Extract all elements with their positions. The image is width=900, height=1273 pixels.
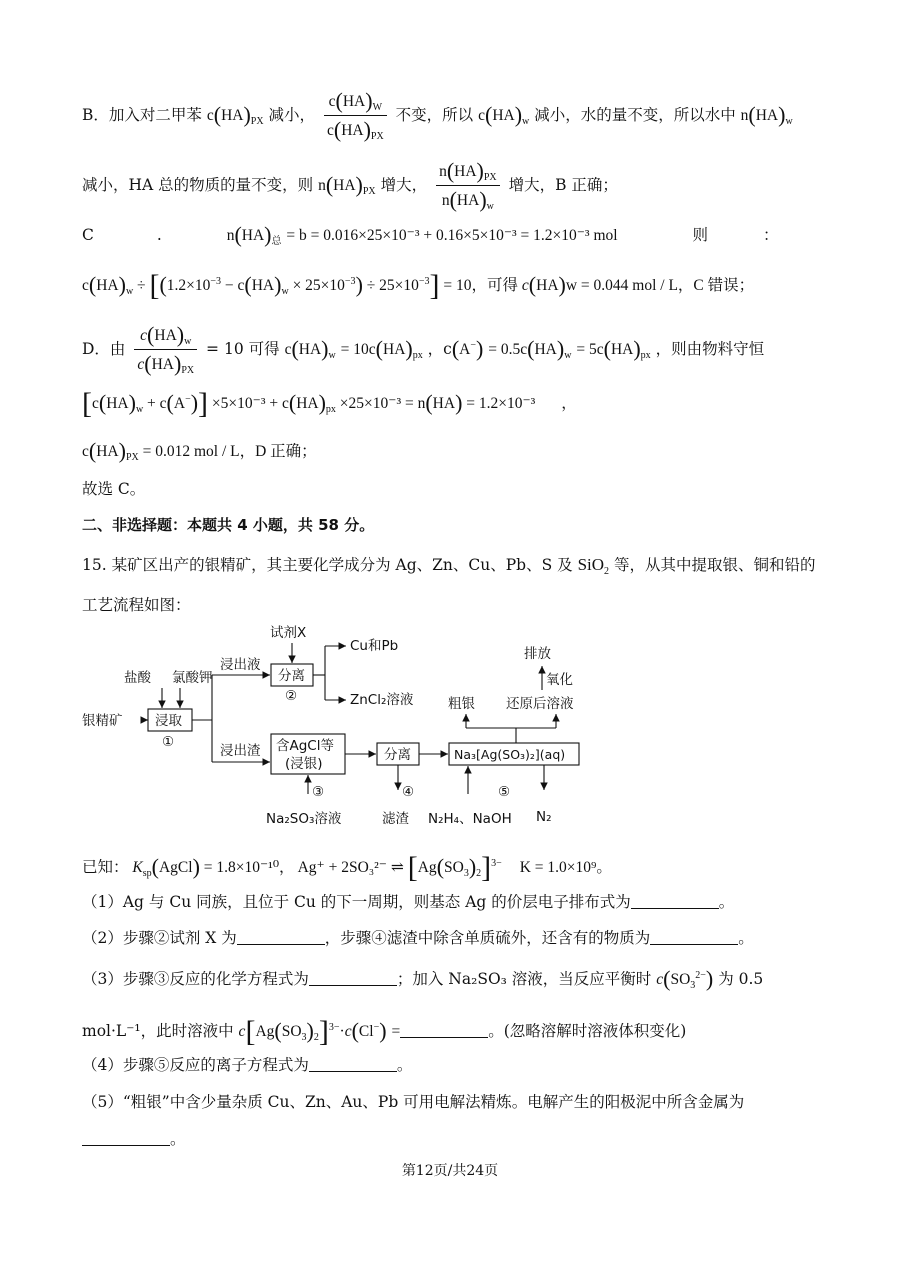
text-segment: ×25×10⁻³ = n <box>339 395 426 412</box>
formula: $c(HA)_w \div [(1.2\times 10^{-3} - c(HA)_w \times 25\times 10^{-3}) \div 25\times 10^{-3}]$ <box>82 269 440 302</box>
text-segment: ，则由物料守恒 <box>655 339 765 358</box>
text-segment: = 1.8×10⁻¹⁰， <box>203 859 295 876</box>
text-segment: 减小，HA 总的物质的量不变，则 <box>82 175 314 194</box>
formula: (A−) <box>451 335 484 361</box>
text-segment: w = 0.044 mol / L，C 错误； <box>565 277 755 294</box>
text-segment: C <box>82 226 94 244</box>
text-segment: B．加入对二甲苯 <box>82 105 202 124</box>
formula: $c(HA)_w$ <box>284 335 336 361</box>
text-segment: 减小， <box>268 105 316 124</box>
text-segment: = 10 可得 <box>206 339 280 358</box>
label-discharge: 排放 <box>524 646 551 662</box>
option-b-line1 <box>82 88 793 144</box>
formula: $n(HA)_w$ <box>740 101 793 127</box>
formula: $(HA)_{px}$ <box>375 335 423 361</box>
page-footer: 第12页/共24页 <box>401 1163 499 1179</box>
label-step-1: ① <box>162 734 175 750</box>
formula: c(HA) <box>521 272 566 297</box>
label-reagent-x: 试剂X <box>270 625 307 641</box>
text-segment: ， <box>561 395 577 412</box>
text-segment: = 0.012 mol / L，D 正确； <box>142 443 317 460</box>
label-step-5: ⑤ <box>498 784 511 800</box>
option-d-line1 <box>82 322 764 378</box>
label-ore: 银精矿 <box>82 713 123 729</box>
formula: $c(HA)_{PX}$ <box>82 438 139 463</box>
label-step-3: ③ <box>312 784 325 800</box>
option-b-line2 <box>82 158 618 214</box>
formula: $[c(HA)_w + c(A^-)]$ <box>82 387 209 420</box>
formula: (HA) <box>425 390 463 415</box>
section-heading: 二、非选择题：本题共 4 小题，共 58 分。 <box>82 516 375 534</box>
option-c-line1 <box>82 222 778 248</box>
answer-blank[interactable] <box>631 894 719 909</box>
option-d-line2 <box>82 386 577 422</box>
formula: $(HA)_{px}$ <box>603 335 651 361</box>
text-segment: （4）步骤⑤反应的离子方程式为 <box>82 1056 309 1074</box>
text-segment: ，c <box>427 339 452 358</box>
text-segment: 减小，水的量不变，所以水中 <box>534 105 736 124</box>
label-filter-residue: 滤渣 <box>382 811 409 827</box>
text-segment: （1）Ag 与 Cu 同族，且位于 Cu 的下一周期，则基态 Ag 的价层电子排布式为 <box>82 893 631 911</box>
label-agcl-2: (浸银) <box>285 756 323 772</box>
text-segment: ，步骤④滤渣中除含单质硫外，还含有的物质为 <box>324 929 651 947</box>
label-separate-2: 分离 <box>278 668 305 684</box>
formula: $K_{sp}(AgCl)$ <box>132 854 200 879</box>
label-oxidize: 氧化 <box>546 672 573 688</box>
label-hcl: 盐酸 <box>124 670 151 686</box>
label-leach: 浸取 <box>155 713 182 729</box>
question-15-intro-line2: 工艺流程如图： <box>82 596 191 614</box>
label-cu-pb: Cu和Pb <box>350 638 399 654</box>
answer-blank[interactable] <box>309 971 397 986</box>
text-segment: Ag⁺ + 2SO₃²⁻ ⇌ <box>297 859 404 876</box>
label-n2h4-naoh: N₂H₄、NaOH <box>428 811 512 827</box>
option-d-line3 <box>82 438 317 464</box>
equation: = b = 0.016×25×10⁻³ + 0.16×5×10⁻³ = 1.2×10⁻³ mol <box>286 227 618 244</box>
formula: $n(HA)_总$ <box>226 222 282 247</box>
formula-sio2: SiO$_2$ <box>577 555 610 577</box>
sub-question-3-line2 <box>82 1014 686 1050</box>
text-segment: 15. 某矿区出产的银精矿，其主要化学成分为 Ag、Zn、Cu、Pb、S 及 <box>82 556 573 574</box>
label-step-2: ② <box>285 688 298 704</box>
answer-blank[interactable] <box>309 1057 397 1072</box>
formula: $n(HA)_{PX}$ <box>318 171 376 197</box>
text-segment: 。(忽略溶解时溶液体积变化) <box>488 1022 687 1040</box>
answer-blank[interactable] <box>237 930 325 945</box>
label-kclo3: 氯酸钾 <box>172 670 213 686</box>
sub-question-1 <box>82 893 734 912</box>
formula: $c[Ag(SO_3)_2]^{3-}\cdot c(Cl^-)$ <box>238 1015 387 1048</box>
text-segment: 增大，B 正确； <box>508 175 618 194</box>
process-flowchart <box>80 618 600 838</box>
text-segment: 。 <box>738 929 754 947</box>
label-reduced-solution: 还原后溶液 <box>506 696 574 712</box>
fraction: $\frac{n(HA)_{PX}}{n(HA)_w}$ <box>436 158 500 214</box>
text-segment: 已知： <box>82 858 129 876</box>
formula: $(HA)_w$ <box>527 335 572 361</box>
text-segment: ： <box>762 226 779 244</box>
sub-question-2 <box>82 929 754 948</box>
text-segment: = 10，可得 <box>443 277 519 294</box>
text-segment: ；加入 Na₂SO₃ 溶液，当反应平衡时 <box>396 970 652 988</box>
label-residue: 浸出渣 <box>220 743 261 759</box>
fraction: $\frac{c(HA)_w}{c(HA)_{PX}}$ <box>134 322 197 378</box>
answer-blank[interactable] <box>400 1023 488 1038</box>
text-segment: 等，从其中提取银、铜和铅的 <box>613 556 816 574</box>
sub-question-5-line1: （5）“粗银”中含少量杂质 Cu、Zn、Au、Pb 可用电解法精炼。电解产生的阳极泥中所含金属为 <box>82 1093 745 1111</box>
text-segment: D．由 <box>82 339 126 358</box>
text-segment: （2）步骤②试剂 X 为 <box>82 929 237 947</box>
known-line <box>82 850 612 886</box>
answer-choice: 故选 C。 <box>82 480 146 498</box>
text-segment: mol·L⁻¹，此时溶液中 <box>82 1022 234 1040</box>
formula: $[Ag(SO_3)_2]^{3-}$ <box>407 851 502 884</box>
formula: $c(HA)_w$ <box>478 101 530 127</box>
label-n2: N₂ <box>536 809 552 825</box>
sub-question-4 <box>82 1056 412 1075</box>
text-segment: = <box>391 1023 401 1040</box>
text-segment: 不变，所以 <box>395 105 474 124</box>
text-segment: . <box>156 226 162 244</box>
label-separate-4: 分离 <box>384 747 411 763</box>
answer-blank[interactable] <box>82 1131 170 1146</box>
text-segment: 则 <box>692 226 709 244</box>
question-15-intro-line1 <box>82 555 815 578</box>
text-segment: 。 <box>396 1056 413 1074</box>
text-segment: 。 <box>718 893 735 911</box>
text-segment: 。 <box>170 1130 186 1148</box>
label-step-4: ④ <box>402 784 415 800</box>
text-segment: ×5×10⁻³ + c <box>211 395 289 412</box>
text-segment: = 10c <box>340 340 376 358</box>
option-c-line2 <box>82 268 754 304</box>
label-crude-ag: 粗银 <box>448 696 475 712</box>
text-segment: 为 0.5 <box>718 970 764 988</box>
text-segment: = 1.2×10⁻³ <box>466 395 536 412</box>
label-zncl2: ZnCl₂溶液 <box>350 692 414 708</box>
text-segment: = 0.5c <box>488 340 528 358</box>
sub-question-3-line1 <box>82 966 763 992</box>
text-segment: = 5c <box>576 340 604 358</box>
answer-blank[interactable] <box>650 930 738 945</box>
formula: $(HA)_{px}$ <box>288 390 336 415</box>
formula: $c(HA)_{PX}$ <box>206 101 264 127</box>
text-segment: （3）步骤③反应的化学方程式为 <box>82 970 309 988</box>
label-agcl-1: 含AgCl等 <box>276 738 334 754</box>
fraction: $\frac{c(HA)_W}{c(HA)_{PX}}$ <box>324 88 387 144</box>
text-segment: K = 1.0×10⁹。 <box>519 859 612 876</box>
text-segment: 增大， <box>380 175 428 194</box>
label-leach-liquid: 浸出液 <box>220 657 261 673</box>
label-complex: Na₃[Ag(SO₃)₂](aq) <box>454 747 566 762</box>
formula: $c(SO_3^{2-})$ <box>656 966 714 991</box>
sub-question-5-line2 <box>82 1130 186 1149</box>
label-na2so3: Na₂SO₃溶液 <box>266 811 342 827</box>
